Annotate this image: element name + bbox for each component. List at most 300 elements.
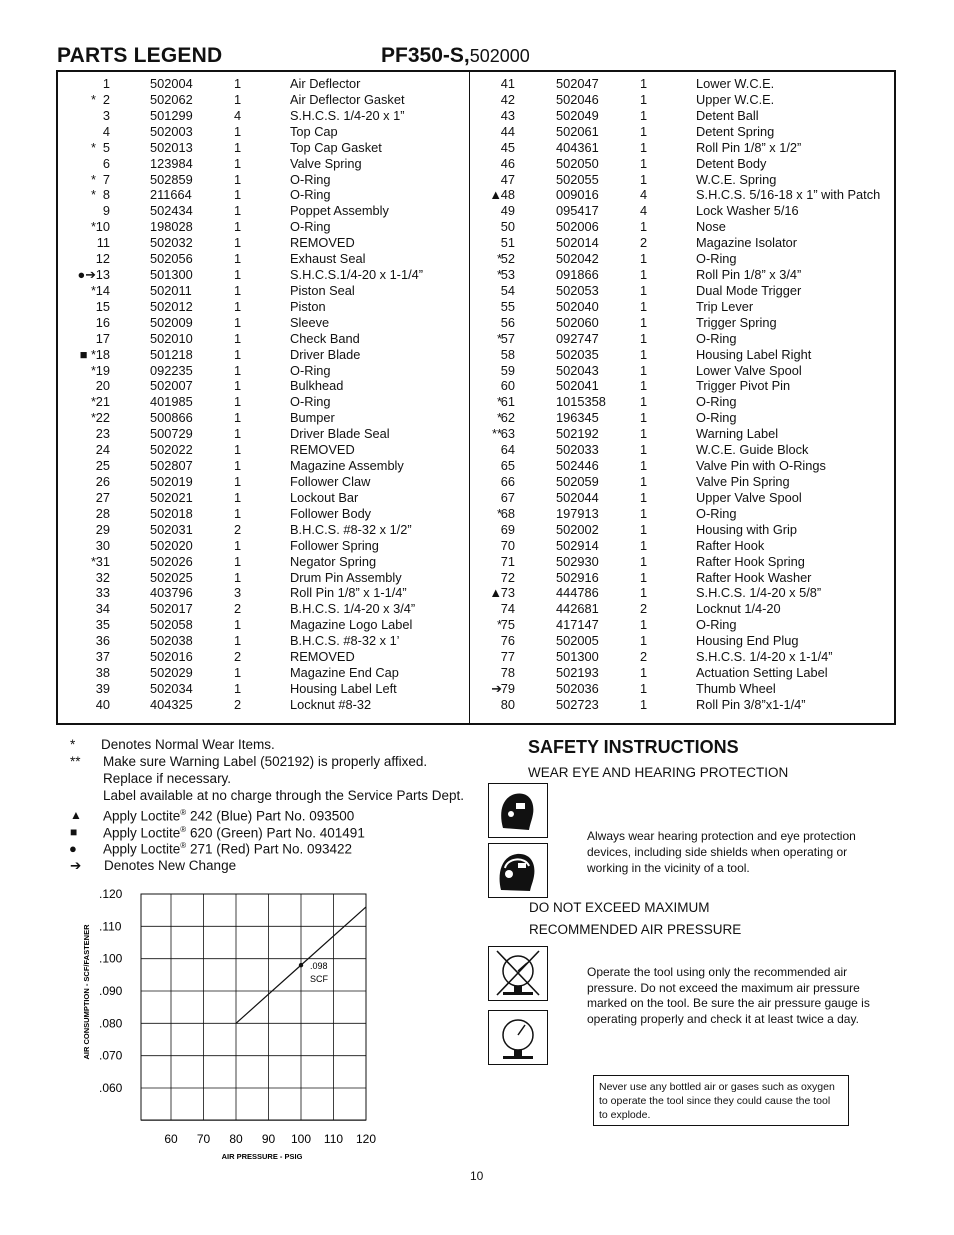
part-ref-number: 20 (95, 378, 110, 394)
part-description: Magazine Logo Label (290, 617, 413, 633)
part-ref-number: 64 (500, 442, 515, 458)
part-number: 502914 (556, 537, 599, 553)
part-quantity: 2 (640, 649, 648, 665)
part-quantity: 1 (640, 107, 648, 123)
part-quantity: 1 (640, 665, 648, 681)
bottled-gas-warning (593, 1075, 849, 1126)
part-ref-number: 14 (95, 282, 110, 298)
chart-y-tick-label: .060 (99, 1081, 123, 1095)
part-number: 502192 (556, 426, 599, 442)
table-row (0, 506, 954, 522)
part-ref-number: 24 (95, 442, 110, 458)
part-ref-number: 21 (95, 394, 110, 410)
chart-x-tick-label: 90 (261, 1132, 276, 1146)
part-quantity: 1 (640, 505, 648, 521)
part-description: Exhaust Seal (290, 251, 366, 267)
part-quantity: 1 (640, 442, 648, 458)
table-row (0, 203, 954, 219)
part-mark: * (497, 394, 502, 410)
part-description: Magazine Assembly (290, 458, 404, 474)
part-description: Roll Pin 1/8” x 3/4” (696, 267, 802, 283)
part-description: Housing End Plug (696, 633, 799, 649)
part-quantity: 1 (640, 617, 648, 633)
safety-title: SAFETY INSTRUCTIONS (528, 737, 739, 757)
part-ref-number: 49 (500, 203, 515, 219)
part-description: Roll Pin 1/8” x 1/2” (696, 139, 802, 155)
part-description: Housing Label Right (696, 346, 812, 362)
part-number: 502010 (150, 330, 193, 346)
table-row (0, 140, 954, 156)
part-ref-number: 40 (95, 696, 110, 712)
table-row (0, 394, 954, 410)
part-number: 403796 (150, 585, 193, 601)
part-description: Air Deflector (290, 76, 361, 91)
model-number: 502000 (469, 46, 530, 66)
part-quantity: 1 (640, 282, 648, 298)
part-ref-number: 72 (500, 569, 515, 585)
part-number: 502021 (150, 489, 193, 505)
part-quantity: 1 (234, 489, 242, 505)
part-description: O-Ring (696, 330, 737, 346)
chart-x-ticks (164, 1132, 376, 1146)
note-loctite-620-desc: 620 (Green) Part (186, 825, 296, 841)
part-number: 502033 (556, 442, 599, 458)
table-row (0, 156, 954, 172)
part-description: S.H.C.S.1/4-20 x 1-1/4” (290, 267, 423, 283)
note-star-symbol: * (70, 737, 76, 752)
part-description: Driver Blade (290, 346, 361, 362)
part-number: 502034 (150, 680, 193, 696)
part-ref-number: 46 (500, 155, 515, 171)
part-description: Piston (290, 298, 326, 314)
chart-x-tick-label: 110 (323, 1132, 344, 1146)
part-number: 502013 (150, 139, 193, 155)
part-quantity: 1 (234, 298, 242, 314)
part-description: Roll Pin 3/8”x1-1/4” (696, 696, 806, 712)
part-ref-number: 63 (500, 426, 515, 442)
part-quantity: 1 (640, 394, 648, 410)
part-ref-number: 38 (95, 665, 110, 681)
chart-x-tick-label: 120 (355, 1132, 377, 1146)
eye-protection-line1: Always wear hearing protection and eye protection (587, 829, 856, 843)
part-mark: ➔ (491, 680, 502, 696)
part-quantity: 1 (234, 346, 242, 362)
part-ref-number: 55 (500, 298, 515, 314)
note-loctite-620-label: Apply Loctite (103, 825, 181, 841)
table-row (0, 617, 954, 633)
page-number: 10 (470, 1169, 484, 1183)
part-quantity: 1 (234, 426, 242, 442)
part-description: O-Ring (696, 394, 737, 410)
note-loctite-242-part: No. 093500 (284, 808, 355, 824)
part-quantity: 1 (640, 553, 648, 569)
part-ref-number: 3 (102, 107, 110, 123)
note-loctite-271-part: No. 093422 (282, 841, 353, 857)
part-mark: * (91, 394, 96, 410)
part-quantity: 1 (234, 155, 242, 171)
part-ref-number: 25 (95, 458, 110, 474)
part-mark: ■ * (79, 346, 96, 362)
part-description: Detent Ball (696, 107, 759, 123)
part-number: 502050 (556, 155, 599, 171)
table-row (0, 585, 954, 601)
part-description: Rafter Hook Washer (696, 569, 812, 585)
part-ref-number: 26 (95, 474, 110, 489)
note-dstar-line2: Replace if necessary. (103, 771, 232, 786)
triangle-icon: ▲ (70, 808, 82, 822)
page-title: PARTS LEGEND (57, 44, 223, 67)
table-row (0, 474, 954, 490)
part-ref-number: 1 (102, 76, 110, 91)
chart-data-point (299, 963, 303, 967)
part-ref-number: 48 (500, 187, 515, 203)
part-quantity: 2 (234, 521, 242, 537)
pressure-gauge-icon (488, 1010, 548, 1065)
part-quantity: 1 (234, 505, 242, 521)
part-ref-number: 50 (500, 219, 515, 235)
part-ref-number: 56 (500, 314, 515, 330)
part-ref-number: 79 (500, 680, 515, 696)
part-quantity: 1 (234, 633, 242, 649)
part-ref-number: 52 (500, 251, 515, 267)
chart-data-label: .098 (310, 961, 328, 972)
part-description: Check Band (290, 330, 360, 346)
part-ref-number: 34 (95, 601, 110, 617)
part-description: B.H.C.S. 1/4-20 x 3/4” (290, 601, 416, 617)
part-ref-number: 30 (95, 537, 110, 553)
part-number: 502056 (150, 251, 193, 267)
part-quantity: 1 (234, 251, 242, 267)
chart-y-tick-label: .110 (99, 919, 122, 934)
part-ref-number: 42 (500, 91, 515, 107)
part-ref-number: 75 (500, 617, 515, 633)
part-number: 092235 (150, 362, 193, 378)
part-quantity: 1 (640, 521, 648, 537)
air-pressure-heading-1: DO NOT EXCEED MAXIMUM (529, 900, 710, 915)
part-mark: * (91, 91, 96, 107)
part-number: 502011 (150, 282, 192, 298)
part-ref-number: 73 (500, 585, 515, 601)
eye-protection-heading: WEAR EYE AND HEARING PROTECTION (528, 765, 789, 780)
table-row (0, 378, 954, 394)
part-ref-number: 58 (500, 346, 515, 362)
part-number: 502005 (556, 633, 599, 649)
part-ref-number: 61 (500, 394, 515, 410)
part-ref-number: 39 (95, 680, 110, 696)
part-quantity: 1 (234, 537, 242, 553)
part-ref-number: 47 (500, 171, 515, 187)
part-number: 501299 (150, 107, 193, 123)
part-description: Detent Spring (696, 123, 775, 139)
part-description: Roll Pin 1/8” x 1-1/4” (290, 585, 407, 601)
part-description: O-Ring (290, 187, 331, 203)
part-description: Air Deflector Gasket (290, 91, 405, 107)
part-quantity: 2 (640, 235, 648, 251)
part-description: REMOVED (290, 649, 355, 665)
table-row (0, 172, 954, 188)
part-ref-number: 22 (95, 410, 110, 426)
chart-y-ticks (99, 887, 123, 1095)
part-quantity: 1 (640, 76, 648, 91)
part-number: 502061 (556, 123, 599, 139)
part-ref-number: 43 (500, 107, 515, 123)
part-description: Housing with Grip (696, 521, 797, 537)
table-row (0, 219, 954, 235)
table-row (0, 267, 954, 283)
part-description: Locknut 1/4-20 (696, 601, 781, 617)
part-number: 502042 (556, 251, 599, 267)
air-pressure-text (587, 965, 870, 1027)
part-description: Upper W.C.E. (696, 91, 775, 107)
part-description: Lock Washer 5/16 (696, 203, 799, 219)
table-row (0, 538, 954, 554)
part-mark: * (497, 330, 502, 346)
part-number: 502059 (556, 474, 599, 489)
part-ref-number: 76 (500, 633, 515, 649)
part-quantity: 1 (640, 458, 648, 474)
part-ref-number: 68 (500, 505, 515, 521)
part-number: 502193 (556, 665, 599, 681)
note-loctite-620 (103, 825, 365, 841)
part-description: Housing Label Left (290, 680, 397, 696)
note-loctite-620-part: No. 401491 (295, 825, 365, 841)
part-mark: * (91, 282, 96, 298)
part-description: Valve Pin with O-Rings (696, 458, 826, 474)
part-mark: ●➔ (77, 267, 96, 283)
part-ref-number: 78 (500, 665, 515, 681)
note-loctite-242-label: Apply Loctite (103, 808, 181, 824)
part-quantity: 1 (234, 123, 242, 139)
note-loctite-271-desc: 271 (Red) Part (186, 841, 283, 857)
part-number: 502041 (556, 378, 599, 394)
part-quantity: 1 (640, 585, 648, 601)
part-ref-number: 15 (95, 298, 110, 314)
table-row (0, 315, 954, 331)
part-ref-number: 59 (500, 362, 515, 378)
part-quantity: 1 (640, 267, 648, 283)
part-number: 417147 (556, 617, 599, 633)
part-description: B.H.C.S. #8-32 x 1’ (290, 633, 400, 649)
part-number: 211664 (150, 187, 192, 203)
table-row (0, 697, 954, 713)
part-quantity: 1 (640, 680, 648, 696)
registered-mark: ® (180, 841, 187, 850)
part-number: 404361 (556, 139, 599, 155)
table-row (0, 347, 954, 363)
part-description: Follower Spring (290, 537, 379, 553)
part-number: 091866 (556, 267, 599, 283)
registered-mark: ® (180, 825, 187, 834)
part-description: Bumper (290, 410, 335, 426)
part-number: 502026 (150, 553, 193, 569)
part-quantity: 1 (234, 76, 242, 91)
part-mark: * (497, 617, 502, 633)
part-description: Rafter Hook (696, 537, 765, 553)
part-quantity: 1 (640, 330, 648, 346)
part-number: 095417 (556, 203, 599, 219)
part-quantity: 1 (234, 553, 242, 569)
part-description: Follower Claw (290, 474, 371, 489)
part-ref-number: 12 (95, 251, 110, 267)
part-ref-number: 45 (500, 139, 515, 155)
part-description: Valve Spring (290, 155, 362, 171)
part-mark: * (497, 251, 502, 267)
part-description: O-Ring (290, 171, 331, 187)
part-number: 502003 (150, 123, 193, 139)
part-ref-number: 29 (95, 521, 110, 537)
part-quantity: 1 (640, 155, 648, 171)
registered-mark: ® (180, 808, 187, 817)
part-number: 009016 (556, 187, 599, 203)
part-quantity: 1 (234, 91, 242, 107)
warning-line1: Never use any bottled air or gases such as oxygen (599, 1081, 835, 1093)
part-quantity: 1 (234, 171, 242, 187)
part-description: Sleeve (290, 314, 330, 330)
part-description: REMOVED (290, 235, 355, 251)
part-description: Poppet Assembly (290, 203, 389, 219)
table-row (0, 490, 954, 506)
model-name: PF350-S, (381, 44, 470, 67)
part-number: 502047 (556, 76, 599, 91)
part-number: 502807 (150, 458, 193, 474)
part-number: 502859 (150, 171, 193, 187)
part-mark: ▲ (489, 187, 502, 203)
part-number: 502004 (150, 76, 193, 91)
part-number: 500866 (150, 410, 193, 426)
table-row (0, 649, 954, 665)
table-row (0, 426, 954, 442)
part-quantity: 1 (640, 474, 648, 489)
part-description: Thumb Wheel (696, 680, 776, 696)
part-number: 401985 (150, 394, 193, 410)
chart-x-tick-label: 80 (229, 1132, 243, 1146)
part-ref-number: 35 (95, 617, 110, 633)
part-description: REMOVED (290, 442, 355, 458)
table-row (0, 458, 954, 474)
part-ref-number: 2 (102, 91, 110, 107)
part-quantity: 1 (640, 219, 648, 235)
part-number: 502055 (556, 171, 599, 187)
part-mark: * (91, 219, 96, 235)
part-quantity: 1 (234, 314, 242, 330)
part-description: Locknut #8-32 (290, 696, 372, 712)
part-mark: * (91, 362, 96, 378)
part-description: Lower W.C.E. (696, 76, 775, 91)
table-row (0, 299, 954, 315)
part-quantity: 1 (640, 378, 648, 394)
part-quantity: 1 (234, 203, 242, 219)
part-quantity: 1 (640, 123, 648, 139)
table-row (0, 283, 954, 299)
part-quantity: 4 (640, 203, 648, 219)
eye-protection-icon (488, 783, 548, 838)
part-quantity: 1 (234, 267, 242, 283)
part-mark: * (91, 410, 96, 426)
table-row (0, 633, 954, 649)
part-number: 502020 (150, 537, 193, 553)
model-title (381, 44, 530, 68)
part-quantity: 1 (640, 410, 648, 426)
part-number: 502723 (556, 696, 599, 712)
chart-y-tick-label: .100 (99, 951, 123, 966)
part-number: 502043 (556, 362, 599, 378)
table-row (0, 92, 954, 108)
part-quantity: 1 (234, 330, 242, 346)
chart-y-tick-label: .070 (99, 1048, 123, 1063)
part-ref-number: 60 (500, 378, 515, 394)
eye-protection-line2: devices, including side shields when operating or (587, 845, 848, 859)
warning-line3: to explode. (599, 1109, 651, 1121)
part-number: 500729 (150, 426, 193, 442)
table-row (0, 570, 954, 586)
part-ref-number: 37 (95, 649, 110, 665)
part-ref-number: 27 (95, 489, 110, 505)
part-description: Upper Valve Spool (696, 489, 802, 505)
part-description: Driver Blade Seal (290, 426, 390, 442)
part-ref-number: 53 (500, 267, 515, 283)
part-ref-number: 16 (95, 314, 110, 330)
part-number: 501300 (150, 267, 193, 283)
part-quantity: 2 (234, 649, 242, 665)
part-mark: ** (492, 426, 502, 442)
part-description: O-Ring (696, 251, 737, 267)
chart-data-unit: SCF (310, 974, 328, 985)
part-quantity: 1 (640, 569, 648, 585)
part-quantity: 1 (640, 251, 648, 267)
part-number: 502060 (556, 314, 599, 330)
air-consumption-chart (70, 880, 390, 1170)
part-ref-number: 57 (500, 330, 515, 346)
pressure-exceeded-gauge-icon (488, 946, 548, 1001)
part-quantity: 1 (234, 458, 242, 474)
part-ref-number: 54 (500, 282, 515, 298)
chart-y-tick-label: .120 (99, 887, 123, 901)
part-description: Magazine End Cap (290, 665, 399, 681)
part-ref-number: 65 (500, 458, 515, 474)
note-dstar-line1: Make sure Warning Label (502192) is properly affixed. (103, 754, 428, 769)
part-ref-number: 41 (500, 76, 515, 91)
part-number: 404325 (150, 696, 193, 712)
part-quantity: 1 (234, 442, 242, 458)
part-number: 502025 (150, 569, 193, 585)
table-row (0, 235, 954, 251)
part-number: 502007 (150, 378, 193, 394)
part-description: Warning Label (696, 426, 779, 442)
table-row (0, 331, 954, 347)
part-number: 502029 (150, 665, 193, 681)
part-ref-number: 36 (95, 633, 110, 649)
chart-y-tick-label: .080 (99, 1016, 123, 1031)
part-mark: * (497, 267, 502, 283)
part-quantity: 1 (640, 171, 648, 187)
part-ref-number: 18 (95, 346, 110, 362)
part-description: S.H.C.S. 5/16-18 x 1” with Patch (696, 187, 881, 203)
part-description: S.H.C.S. 1/4-20 x 1” (290, 107, 405, 123)
part-number: 502049 (556, 107, 599, 123)
part-ref-number: 62 (500, 410, 515, 426)
part-ref-number: 77 (500, 649, 515, 665)
part-quantity: 1 (234, 378, 242, 394)
part-quantity: 1 (640, 696, 648, 712)
part-number: 1015358 (556, 394, 606, 410)
part-ref-number: 19 (95, 362, 110, 378)
table-row (0, 601, 954, 617)
part-quantity: 1 (640, 633, 648, 649)
part-ref-number: 70 (500, 537, 515, 553)
part-number: 501300 (556, 649, 599, 665)
eye-protection-line3: working in the vicinity of a tool. (587, 861, 750, 875)
part-description: Detent Body (696, 155, 767, 171)
